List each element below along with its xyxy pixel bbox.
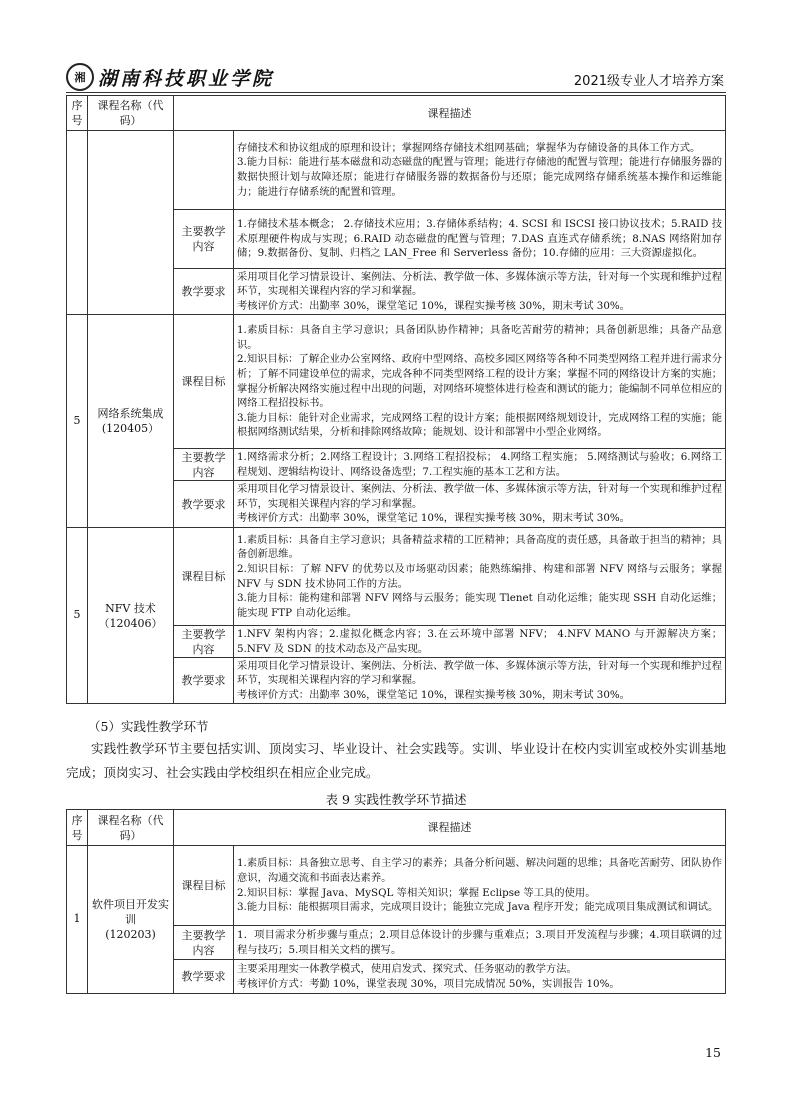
table-caption: 表 9 实践性教学环节描述 (325, 792, 467, 807)
desc-line: 采用项目化学习情景设计、案例法、分析法、教学做一体、多媒体演示等方法，针对每一个实现和维护过程环节，实现相关课程内容的学习和掌握。 (237, 483, 722, 510)
school-seal-icon: 湘 (66, 63, 94, 91)
req-desc (234, 658, 726, 704)
desc-line: 1.素质目标：具备自主学习意识；具备精益求精的工匠精神；具备高度的责任感，具备敢于担当的精神；具备创新思维。 (237, 533, 722, 561)
content-desc (234, 210, 726, 269)
desc-line: 主要采用理实一体教学模式，使用启发式、探究式、任务驱动的教学方法。 (237, 962, 577, 975)
school-logo (66, 64, 274, 90)
desc-line: 2.知识目标：掌握 Java、MySQL 等相关知识；掌握 Eclipse 等工具的使用。 (237, 886, 596, 899)
row-label: 教学要求 (174, 960, 234, 994)
row-label: 主要教学内容 (174, 926, 234, 960)
row-label: 课程目标 (174, 528, 234, 626)
desc-line: 存储技术和协议组成的原理和设计；掌握网络存储技术组网基础；掌握华为存储设备的具体工作方式。 (237, 141, 701, 154)
section-paragraph: 实践性教学环节主要包括实训、顶岗实习、毕业设计、社会实践等。实训、毕业设计在校内实训室或校外实训基地完成；顶岗实习、社会实践由学校组织在相应企业完成。 (66, 741, 726, 780)
desc-line: 3.能力目标：能根据项目需求，完成项目设计；能独立完成 Java 程序开发；能完成项目集成测试和调试。 (237, 901, 719, 914)
section-heading: （5）实践性教学环节 (88, 719, 209, 734)
desc-line: 采用项目化学习情景设计、案例法、分析法、教学做一体、多媒体演示等方法，针对每一个实现和维护过程环节，实现相关课程内容的学习和掌握。 (237, 659, 722, 687)
document-title: 2021级专业人才培养方案 (573, 74, 724, 89)
header-name: 课程名称（代码） (88, 810, 174, 846)
desc-line: 考核评价方式：出勤率 30%，课堂笔记 10%，课程实操考核 30%，期末考试 30%。 (237, 512, 630, 525)
seq-cell: 5 (67, 528, 88, 704)
row-label: 教学要求 (174, 658, 234, 704)
goal-desc (234, 131, 726, 210)
seq-cell: 1 (67, 846, 88, 994)
desc-line: 1.网络需求分析；2.网络工程设计；3.网络工程招投标； 4.网络工程实施； 5.网络测试与验收；6.网络工程规划、逻辑结构设计、网络设备选型；7.工程实施的基本工艺和方法。 (237, 450, 722, 478)
table-row (67, 528, 726, 626)
course-name-line: NFV 技术 (105, 601, 156, 615)
desc-line: 3.能力目标：能构建和部署 NFV 网络与云服务；能实现 Tlenet 自动化运维；能实现 SSH 自动化运维；能实现 FTP 自动化运维。 (237, 592, 722, 619)
page-number: 15 (705, 1045, 721, 1060)
desc-line: 2.知识目标：了解企业办公室网络、政府中型网络、高校多园区网络等各种不同类型网络工程并进行需求分析；了解不同建设单位的需求，完成各种不同类型网络工程的设计方案；掌握不同的网络设计方案的实施；掌握分析解决网络实施过程中出现的问题，对网络环境整体进行检查和测试的能力；能编制不同单位相应的网络工程招投标书。 (237, 353, 722, 410)
desc-line: 3.能力目标：能针对企业需求，完成网络工程的设计方案；能根据网络规划设计，完成网络工程的实施；能根据网络测试结果，分析和排除网络故障；能规划、设计和部署中小型企业网络。 (237, 411, 722, 439)
row-label (174, 131, 234, 210)
table-header-row (67, 810, 726, 846)
desc-line: 1.素质目标：具备自主学习意识；具备团队协作精神；具备吃苦耐劳的精神；具备创新思维；具备产品意识。 (237, 324, 722, 351)
course-code-line: （120406） (98, 616, 163, 630)
desc-line: 采用项目化学习情景设计、案例法、分析法、教学做一体、多媒体演示等方法，针对每一个实现和维护过程环节，实现相关课程内容的学习和掌握。 (237, 270, 722, 298)
header-seq: 序号 (67, 810, 88, 846)
course-name-cell (88, 131, 174, 315)
desc-line: 考核评价方式：考勤 10%，课堂表现 30%，项目完成情况 50%，实训报告 10%。 (237, 977, 620, 990)
goal-desc (234, 846, 726, 926)
course-name-cell: 网络系统集成(120405） (88, 315, 174, 528)
row-label: 教学要求 (174, 269, 234, 315)
desc-line: 3.能力目标：能进行基本磁盘和动态磁盘的配置与管理；能进行存储池的配置与管理；能进行存储服务器的数据快照计划与故障还原；能进行存储服务器的数据备份与还原；能完成网络存储系统基本操作和运维能力；能进行存储系统的配置和管理。 (237, 156, 722, 198)
row-label: 课程目标 (174, 846, 234, 926)
desc-line: 考核评价方式：出勤率 30%，课堂笔记 10%，课程实操考核 30%，期末考试 30%。 (237, 299, 630, 312)
header-seq: 序号 (67, 96, 88, 131)
row-label: 教学要求 (174, 481, 234, 528)
content-desc (234, 926, 726, 960)
page-header (66, 64, 726, 93)
req-desc (234, 960, 726, 994)
course-table (66, 95, 726, 704)
course-name-line: 软件项目开发实训 (92, 898, 169, 926)
desc-line: 1.NFV 架构内容；2.虚拟化概念内容；3.在云环境中部署 NFV； 4.NFV MANO 与开源解决方案；5.NFV 及 SDN 的技术动态及产品实现。 (237, 627, 722, 655)
seq-cell: 5 (67, 315, 88, 528)
header-desc: 课程描述 (174, 810, 726, 846)
table-header-row (67, 96, 726, 131)
course-name-cell (88, 528, 174, 704)
desc-line: 1.存储技术基本概念； 2.存储技术应用；3.存储体系结构；4. SCSI 和 ISCSI 接口协议技术；5.RAID 技术原理硬件构成与实现；6.RAID 动态磁盘的配置与管理；7.DAS 直连式存储系统；8.NAS 网络附加存储；9.数据备份、复制、归档之 LAN_Free 和 Serverless 备份；10.存储的应用：三大资源虚拟化。 (237, 218, 722, 260)
row-label: 课程目标 (174, 315, 234, 449)
course-name-cell (88, 846, 174, 994)
practice-table (66, 809, 726, 994)
table-row (67, 846, 726, 926)
seq-cell (67, 131, 88, 315)
desc-line: 1．项目需求分析步骤与重点；2.项目总体设计的步骤与重难点；3.项目开发流程与步骤；4.项目联调的过程与技巧；5.项目相关文档的撰写。 (237, 928, 722, 956)
header-name: 课程名称（代码） (88, 96, 174, 131)
row-label: 主要教学内容 (174, 449, 234, 481)
desc-line: 考核评价方式：出勤率 30%，课堂笔记 10%，课程实操考核 30%，期末考试 30%。 (237, 688, 630, 701)
req-desc (234, 481, 726, 528)
row-label: 主要教学内容 (174, 626, 234, 658)
table-row (67, 315, 726, 449)
content-desc (234, 449, 726, 481)
row-label: 主要教学内容 (174, 210, 234, 269)
req-desc (234, 269, 726, 315)
school-name: 湖南科技职业学院 (98, 67, 275, 90)
content-desc (234, 626, 726, 658)
goal-desc (234, 315, 726, 449)
table-row (67, 131, 726, 210)
desc-line: 1.素质目标：具备独立思考、自主学习的素养；具备分析问题、解决问题的思维；具备吃苦耐劳、团队协作意识，沟通交流和书面表达素养。 (237, 857, 722, 884)
header-desc: 课程描述 (174, 96, 726, 131)
course-code-line: (120203) (105, 928, 156, 941)
goal-desc (234, 528, 726, 626)
desc-line: 2.知识目标：了解 NFV 的优势以及市场驱动因素；能熟练编排、构建和部署 NFV 网络与云服务；掌握 NFV 与 SDN 技术协同工作的方法。 (237, 562, 722, 590)
